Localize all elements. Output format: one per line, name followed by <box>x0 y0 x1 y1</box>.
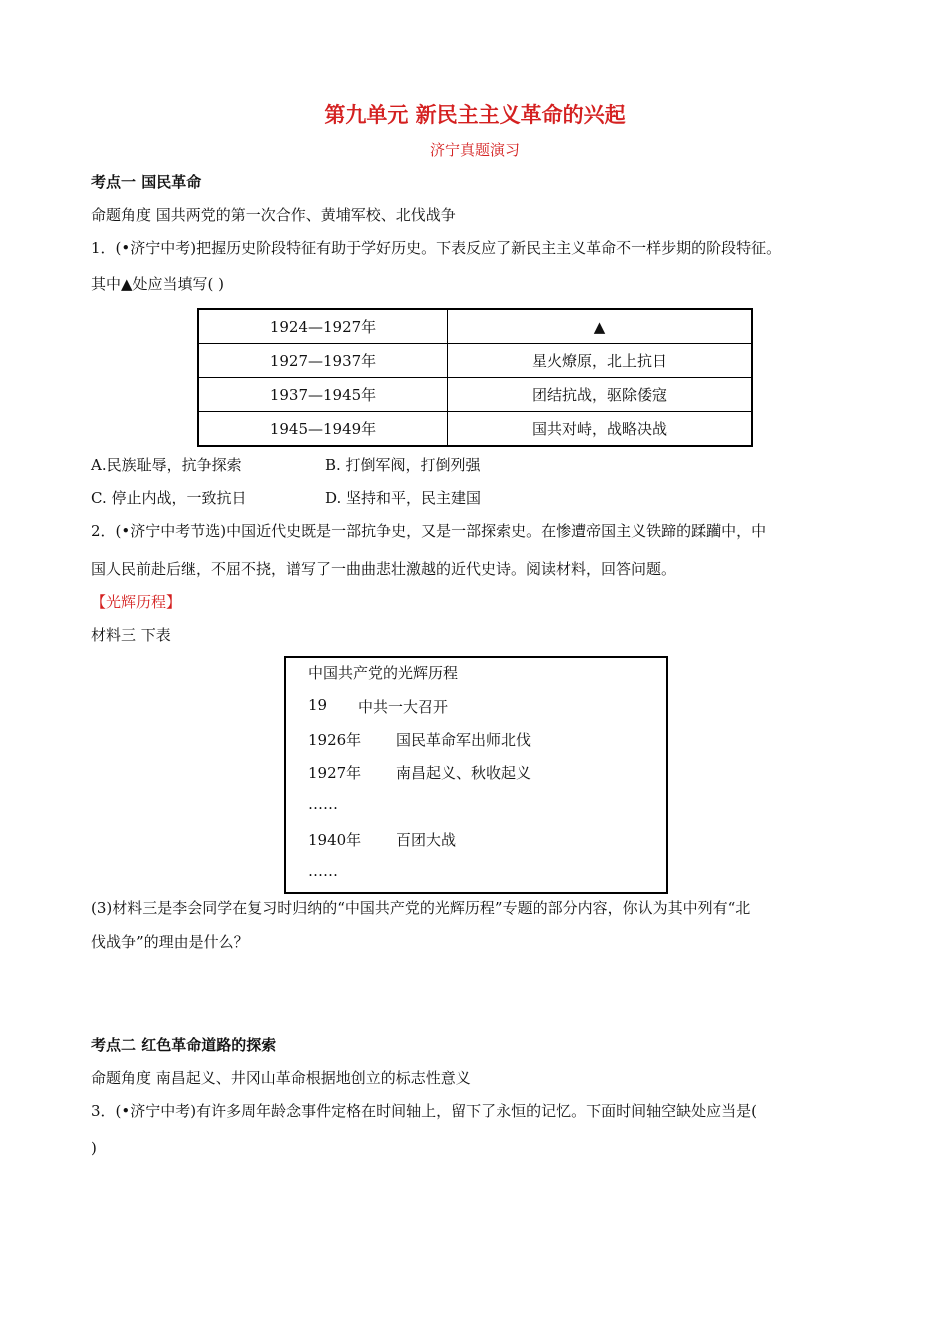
table-cell: 1924—1927年 <box>198 309 448 344</box>
q2-material: 材料三 下表 <box>91 626 171 644</box>
history-year: 1940年 <box>308 831 362 849</box>
history-event: 中共一大召开 <box>358 698 449 716</box>
q2-tag: 【光辉历程】 <box>91 593 182 611</box>
table-cell: 1937—1945年 <box>198 378 448 412</box>
page-title: 第九单元 新民主主义革命的兴起 <box>324 103 626 127</box>
history-ellipsis: …… <box>308 795 338 813</box>
history-year: 19 <box>308 696 328 714</box>
table-cell: 1945—1949年 <box>198 412 448 447</box>
table-row <box>198 344 752 378</box>
q1-line2: 其中▲处应当填写( ) <box>91 275 225 293</box>
table-cell: 团结抗战，驱除倭寇 <box>448 378 753 412</box>
section2-angle: 命题角度 南昌起义、井冈山革命根据地创立的标志性意义 <box>91 1069 471 1087</box>
q1-option-a: A.民族耻辱，抗争探索 <box>91 456 242 474</box>
q1-option-c: C. 停止内战，一致抗日 <box>91 489 247 507</box>
table-row <box>198 412 752 447</box>
q1-option-b: B. 打倒军阀，打倒列强 <box>325 456 481 474</box>
history-box-title: 中国共产党的光辉历程 <box>308 664 459 682</box>
q2-line2: 国人民前赴后继，不屈不挠，谱写了一曲曲悲壮激越的近代史诗。阅读材料，回答问题。 <box>91 560 677 578</box>
page-subtitle: 济宁真题演习 <box>429 141 520 159</box>
section2-heading: 考点二 红色革命道路的探索 <box>91 1036 277 1054</box>
history-year: 1926年 <box>308 731 362 749</box>
q2-sub3-line2: 伐战争”的理由是什么？ <box>91 933 249 951</box>
table-cell: ▲ <box>448 309 753 344</box>
table-cell: 1927—1937年 <box>198 344 448 378</box>
q1-line1: 1．(•济宁中考)把握历史阶段特征有助于学好历史。下表反应了新民主主义革命不一样步期的阶段特征。 <box>91 239 782 257</box>
q3-line2: ) <box>91 1139 97 1157</box>
history-event: 百团大战 <box>396 831 457 849</box>
stage-table <box>197 308 753 447</box>
table-row <box>198 309 752 344</box>
section1-heading: 考点一 国民革命 <box>91 173 202 191</box>
table-row <box>198 378 752 412</box>
q2-sub3-line1: (3)材料三是李会同学在复习时归纳的“中国共产党的光辉历程”专题的部分内容，你认为其中列有“北 <box>91 899 751 917</box>
history-event: 国民革命军出师北伐 <box>396 731 532 749</box>
history-event: 南昌起义、秋收起义 <box>396 764 532 782</box>
q3-line1: 3．(•济宁中考)有许多周年龄念事件定格在时间轴上，留下了永恒的记忆。下面时间轴空缺处应当是( <box>91 1102 757 1120</box>
table-cell: 星火燎原，北上抗日 <box>448 344 753 378</box>
history-box <box>284 656 668 894</box>
table-cell: 国共对峙，战略决战 <box>448 412 753 447</box>
history-ellipsis: …… <box>308 862 338 880</box>
q1-option-d: D. 坚持和平，民主建国 <box>325 489 482 507</box>
history-year: 1927年 <box>308 764 362 782</box>
section1-angle: 命题角度 国共两党的第一次合作、黄埔军校、北伐战争 <box>91 206 456 224</box>
q2-line1: 2．(•济宁中考节选)中国近代史既是一部抗争史，又是一部探索史。在惨遭帝国主义铁蹄的蹂躏中，中 <box>91 522 767 540</box>
